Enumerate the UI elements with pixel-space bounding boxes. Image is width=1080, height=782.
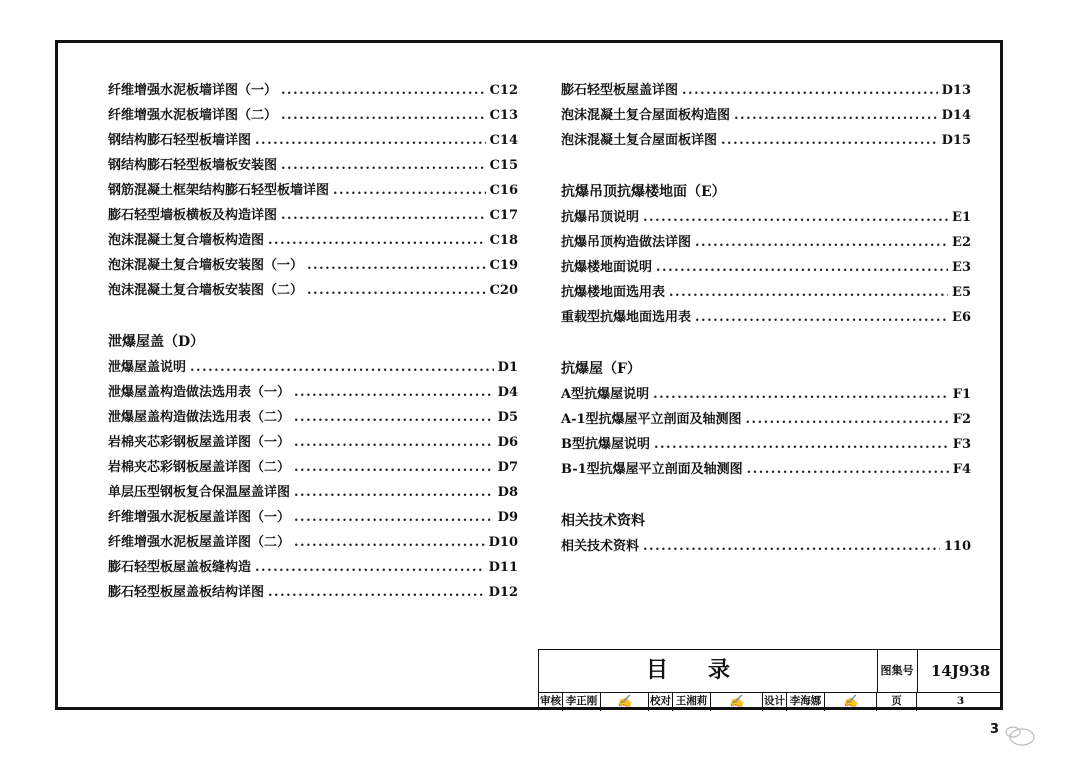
toc-entry-title: 泄爆屋盖构造做法选用表（二）: [108, 410, 291, 425]
dot-leader: [307, 253, 486, 278]
toc-left-column: [108, 78, 518, 605]
toc-entry-title: 泡沫混凝土复合屋面板详图: [561, 133, 718, 148]
toc-entry-title: 抗爆吊顶构造做法详图: [561, 235, 692, 250]
toc-entry: [561, 103, 971, 128]
toc-entry-page: D10: [488, 535, 518, 550]
dot-leader: [281, 78, 486, 103]
dot-leader: [682, 78, 938, 103]
dot-leader: [281, 153, 486, 178]
dot-leader: [747, 457, 949, 482]
dot-leader: [281, 203, 486, 228]
toc-entry-title: B-1型抗爆屋平立剖面及轴测图: [561, 462, 743, 477]
dot-leader: [255, 128, 486, 153]
section-spacer: [561, 482, 971, 509]
toc-entry: [108, 278, 518, 303]
toc-entry-title: 岩棉夹芯彩钢板屋盖详图（一）: [108, 435, 291, 450]
toc-entry-title: 泄爆屋盖说明: [108, 360, 187, 375]
section-heading: 抗爆屋（F）: [561, 361, 641, 377]
toc-entry: [561, 432, 971, 457]
toc-entry-title: 泄爆屋盖构造做法选用表（一）: [108, 385, 291, 400]
toc-entry-title: 岩棉夹芯彩钢板屋盖详图（二）: [108, 460, 291, 475]
toc-entry: [108, 455, 518, 480]
toc-entry-page: C12: [489, 83, 518, 98]
reviewer-signature: ✍: [601, 692, 649, 711]
checker-signature: ✍: [711, 692, 763, 711]
dot-leader: [294, 505, 494, 530]
toc-right-column: [561, 78, 971, 559]
section-spacer: [561, 330, 971, 357]
dot-leader: [294, 455, 494, 480]
toc-entry-title: 钢筋混凝土框架结构膨石轻型板墙详图: [108, 183, 330, 198]
toc-entry-page: E6: [952, 310, 971, 325]
dot-leader: [255, 555, 485, 580]
dot-leader: [294, 480, 494, 505]
toc-entry-title: 纤维增强水泥板屋盖详图（二）: [108, 535, 291, 550]
toc-entry-title: 重载型抗爆地面选用表: [561, 310, 692, 325]
dot-leader: [268, 228, 486, 253]
toc-entry-page: D13: [941, 83, 971, 98]
toc-entry-title: 膨石轻型板屋盖详图: [561, 83, 679, 98]
checker-name: 王湘莉: [673, 692, 711, 711]
toc-entry-title: 钢结构膨石轻型板墙板安装图: [108, 158, 278, 173]
toc-entry: [108, 505, 518, 530]
section-spacer: [561, 153, 971, 180]
toc-entry: [108, 103, 518, 128]
check-label: 校对: [649, 692, 673, 711]
toc-entry: [561, 255, 971, 280]
design-label: 设计: [763, 692, 787, 711]
toc-entry-title: 单层压型钢板复合保温屋盖详图: [108, 485, 291, 500]
toc-entry-title: 泡沫混凝土复合墙板安装图（一）: [108, 258, 304, 273]
toc-entry-title: A型抗爆屋说明: [561, 387, 650, 402]
toc-entry-title: 抗爆楼地面说明: [561, 260, 653, 275]
toc-entry-title: 相关技术资料: [561, 539, 640, 554]
toc-entry: [108, 580, 518, 605]
toc-entry: [108, 480, 518, 505]
toc-entry-title: 抗爆楼地面选用表: [561, 285, 666, 300]
toc-entry: [561, 78, 971, 103]
toc-entry-page: D11: [488, 560, 518, 575]
dot-leader: [294, 530, 485, 555]
toc-entry: [108, 380, 518, 405]
page-label: 页: [877, 692, 917, 711]
toc-entry: [561, 128, 971, 153]
toc-entry-page: 110: [943, 539, 971, 554]
toc-entry-title: 泡沫混凝土复合墙板安装图（二）: [108, 283, 304, 298]
toc-entry-title: 纤维增强水泥板墙详图（二）: [108, 108, 278, 123]
dot-leader: [643, 205, 948, 230]
toc-entry-page: D14: [941, 108, 971, 123]
dot-leader: [656, 255, 948, 280]
toc-entry-title: 泡沫混凝土复合墙板构造图: [108, 233, 265, 248]
toc-entry: [108, 530, 518, 555]
toc-entry-page: C17: [489, 208, 518, 223]
atlas-number: 14J938: [930, 662, 991, 680]
toc-entry: [561, 205, 971, 230]
dot-leader: [734, 103, 938, 128]
designer-name: 李海娜: [787, 692, 825, 711]
dot-leader: [746, 407, 949, 432]
dot-leader: [190, 355, 494, 380]
toc-entry: [561, 382, 971, 407]
toc-entry: [561, 230, 971, 255]
reviewer-name: 李正刚: [563, 692, 601, 711]
toc-entry-page: F3: [952, 437, 971, 452]
dot-leader: [294, 430, 494, 455]
dot-leader: [721, 128, 938, 153]
corner-page-number: 3: [990, 722, 1000, 737]
dot-leader: [643, 534, 940, 559]
toc-entry-page: F1: [952, 387, 971, 402]
toc-entry: [561, 534, 971, 559]
toc-entry-page: C14: [489, 133, 518, 148]
toc-entry-page: C19: [489, 258, 518, 273]
toc-entry: [108, 253, 518, 278]
section-heading: 泄爆屋盖（D）: [108, 334, 205, 350]
toc-entry-page: C15: [489, 158, 518, 173]
toc-entry-page: E3: [952, 260, 971, 275]
toc-entry: [108, 430, 518, 455]
toc-entry-title: B型抗爆屋说明: [561, 437, 650, 452]
toc-entry-page: C20: [489, 283, 518, 298]
toc-entry-title: 泡沫混凝土复合屋面板构造图: [561, 108, 731, 123]
dot-leader: [653, 382, 949, 407]
dot-leader: [654, 432, 949, 457]
toc-entry-title: A-1型抗爆屋平立剖面及轴测图: [561, 412, 742, 427]
toc-entry-page: F2: [952, 412, 971, 427]
toc-entry: [108, 178, 518, 203]
dot-leader: [294, 405, 494, 430]
toc-entry-title: 纤维增强水泥板屋盖详图（一）: [108, 510, 291, 525]
toc-entry-page: D12: [488, 585, 518, 600]
dot-leader: [268, 580, 485, 605]
section-heading: 相关技术资料: [561, 513, 645, 529]
toc-entry-page: F4: [952, 462, 971, 477]
toc-entry-page: D4: [497, 385, 518, 400]
toc-entry: [108, 203, 518, 228]
dot-leader: [695, 305, 948, 330]
toc-entry-title: 钢结构膨石轻型板墙详图: [108, 133, 252, 148]
toc-entry-page: C18: [489, 233, 518, 248]
dot-leader: [281, 103, 486, 128]
toc-entry-page: D6: [497, 435, 518, 450]
toc-entry: [561, 457, 971, 482]
toc-entry: [561, 305, 971, 330]
chat-bubble-icon: [1002, 724, 1038, 748]
section-heading: 抗爆吊顶抗爆楼地面（E）: [561, 184, 726, 200]
toc-entry: [561, 407, 971, 432]
toc-entry-title: 纤维增强水泥板墙详图（一）: [108, 83, 278, 98]
toc-entry-page: E2: [952, 235, 971, 250]
toc-entry: [108, 555, 518, 580]
designer-signature: ✍: [825, 692, 877, 711]
toc-entry-title: 膨石轻型板屋盖板缝构造: [108, 560, 252, 575]
toc-entry-page: C13: [489, 108, 518, 123]
toc-entry: [108, 78, 518, 103]
atlas-label: 图集号: [877, 650, 918, 692]
toc-entry-page: D1: [497, 360, 518, 375]
signature-row: [539, 692, 1003, 711]
dot-leader: [695, 230, 948, 255]
toc-entry-title: 膨石轻型墙板横板及构造详图: [108, 208, 278, 223]
review-label: 审核: [539, 692, 563, 711]
section-spacer: [108, 303, 518, 330]
toc-entry-page: D5: [497, 410, 518, 425]
toc-entry: [108, 228, 518, 253]
toc-entry-title: 膨石轻型板屋盖板结构详图: [108, 585, 265, 600]
toc-entry-page: D7: [497, 460, 518, 475]
dot-leader: [294, 380, 494, 405]
toc-entry-page: D8: [497, 485, 518, 500]
dot-leader: [307, 278, 486, 303]
toc-entry: [108, 128, 518, 153]
toc-entry-title: 抗爆吊顶说明: [561, 210, 640, 225]
dot-leader: [333, 178, 486, 203]
toc-entry-page: E5: [952, 285, 971, 300]
drawing-title: 目录: [539, 650, 878, 692]
toc-entry: [108, 405, 518, 430]
toc-entry-page: C16: [489, 183, 518, 198]
title-block: [538, 649, 1003, 710]
toc-entry-page: D9: [497, 510, 518, 525]
toc-entry: [108, 355, 518, 380]
toc-entry: [561, 280, 971, 305]
page-number: 3: [956, 695, 965, 707]
toc-entry: [108, 153, 518, 178]
toc-entry-page: E1: [952, 210, 971, 225]
toc-entry-page: D15: [941, 133, 971, 148]
dot-leader: [669, 280, 948, 305]
